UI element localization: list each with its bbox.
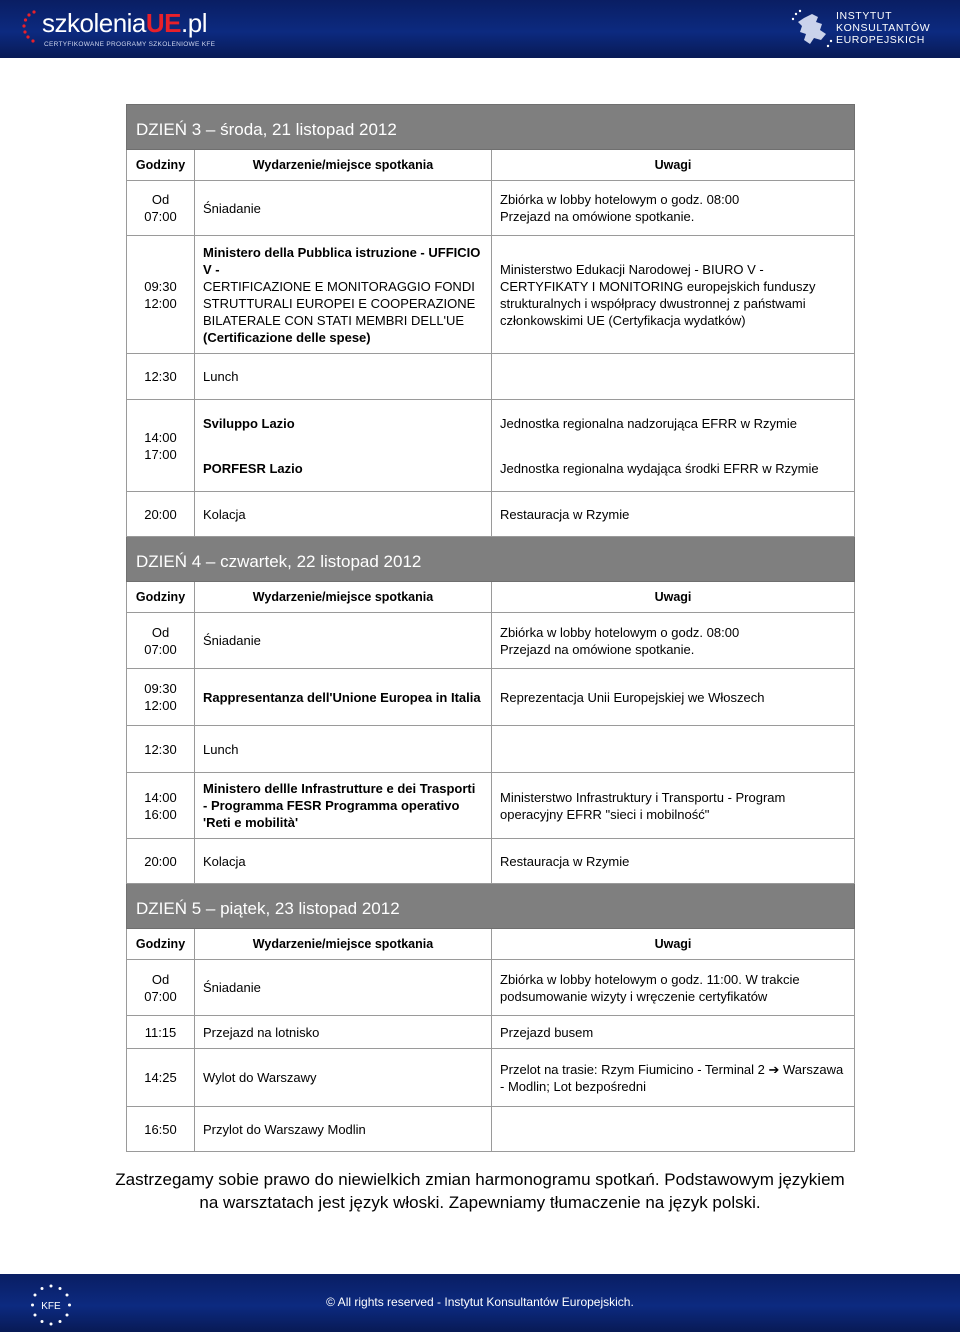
time-cell: 09:30 12:00 [127, 236, 195, 354]
schedule-row [127, 400, 855, 492]
day-header-row [127, 884, 855, 929]
note-cell [492, 726, 855, 773]
time-cell: 16:50 [127, 1107, 195, 1152]
brand-tagline: CERTYFIKOWANE PROGRAMY SZKOLENIOWE KFE [44, 41, 216, 48]
event-cell: Ministero dellle Infrastrutture e dei Trasporti - Programma FESR Programma operativo 'Reti e mobilità' [195, 773, 492, 839]
schedule-row [127, 839, 855, 884]
column-header-row [127, 929, 855, 960]
note-cell: Ministerstwo Edukacji Narodowej - BIURO V - CERTYFIKATY I MONITORING europejskich funduszy strukturalnych i współpracy dwustronnej z państwami członkowskimi UE (Certyfikacja wydatków) [492, 236, 855, 354]
europe-map-icon [790, 8, 834, 52]
schedule-row [127, 960, 855, 1016]
schedule-row [127, 726, 855, 773]
note-cell: Zbiórka w lobby hotelowym o godz. 08:00 Przejazd na omówione spotkanie. [492, 181, 855, 236]
day5-title: DZIEŃ 5 – piątek, 23 listopad 2012 [136, 898, 400, 918]
col-notes: Uwagi [492, 929, 855, 960]
day3-title: DZIEŃ 3 – środa, 21 listopad 2012 [136, 119, 397, 139]
note-cell: Przelot na trasie: Rzym Fiumicino - Terminal 2 ➔ Warszawa - Modlin; Lot bezpośredni [492, 1049, 855, 1107]
column-header-row [127, 150, 855, 181]
event-cell: Przylot do Warszawy Modlin [195, 1107, 492, 1152]
event-cell: Wylot do Warszawy [195, 1049, 492, 1107]
event-cell: Kolacja [195, 492, 492, 537]
col-hours: Godziny [127, 929, 195, 960]
note-cell: Restauracja w Rzymie [492, 839, 855, 884]
brand-name: szkoleniaUE.pl [42, 8, 207, 38]
note-cell [492, 354, 855, 400]
col-event: Wydarzenie/miejsce spotkania [195, 582, 492, 613]
note-cell: Restauracja w Rzymie [492, 492, 855, 537]
schedule-row [127, 669, 855, 726]
day4-title: DZIEŃ 4 – czwartek, 22 listopad 2012 [136, 551, 422, 571]
col-event: Wydarzenie/miejsce spotkania [195, 150, 492, 181]
col-notes: Uwagi [492, 150, 855, 181]
page-header [0, 0, 960, 58]
note-cell: Zbiórka w lobby hotelowym o godz. 08:00 Przejazd na omówione spotkanie. [492, 613, 855, 669]
event-cell: Lunch [195, 726, 492, 773]
time-cell: 14:00 17:00 [127, 400, 195, 492]
event-cell: Śniadanie [195, 181, 492, 236]
schedule-row [127, 492, 855, 537]
schedule-row [127, 236, 855, 354]
svg-text:KFE: KFE [41, 1301, 61, 1312]
note-cell: Ministerstwo Infrastruktury i Transportu - Program operacyjny EFRR "sieci i mobilność" [492, 773, 855, 839]
col-notes: Uwagi [492, 582, 855, 613]
event-cell: Sviluppo Lazio PORFESR Lazio [195, 400, 492, 492]
schedule-table [126, 104, 855, 1152]
col-hours: Godziny [127, 582, 195, 613]
event-cell: Przejazd na lotnisko [195, 1016, 492, 1049]
schedule-row [127, 613, 855, 669]
time-cell: 11:15 [127, 1016, 195, 1049]
schedule-row [127, 181, 855, 236]
szkoleniaue-logo[interactable] [22, 6, 216, 54]
time-cell: 20:00 [127, 839, 195, 884]
event-cell: Kolacja [195, 839, 492, 884]
event-cell: Ministero della Pubblica istruzione - UFFICIO V - CERTIFICAZIONE E MONITORAGGIO FONDI STRUTTURALI EUROPEI E COOPERAZIONE BILATERALE CON STATI MEMBRI DELL'UE (Certificazione delle spese) [195, 236, 492, 354]
event-cell: Rappresentanza dell'Unione Europea in Italia [195, 669, 492, 726]
schedule-row [127, 773, 855, 839]
time-cell: 12:30 [127, 354, 195, 400]
note-cell: Przejazd busem [492, 1016, 855, 1049]
time-cell: 20:00 [127, 492, 195, 537]
event-cell: Lunch [195, 354, 492, 400]
schedule-row [127, 1049, 855, 1107]
page-footer [0, 1274, 960, 1332]
day-header-row [127, 105, 855, 150]
institute-name: INSTYTUT KONSULTANTÓW EUROPEJSKICH [836, 10, 931, 46]
copyright-text: © All rights reserved - Instytut Konsultantów Europejskich. [326, 1295, 634, 1309]
column-header-row [127, 582, 855, 613]
col-hours: Godziny [127, 150, 195, 181]
schedule-row [127, 1107, 855, 1152]
note-cell: Reprezentacja Unii Europejskiej we Włoszech [492, 669, 855, 726]
note-cell: Zbiórka w lobby hotelowym o godz. 11:00. W trakcie podsumowanie wizyty i wręczenie certyfikatów [492, 960, 855, 1016]
day-header-row [127, 537, 855, 582]
event-cell: Śniadanie [195, 960, 492, 1016]
time-cell: 14:25 [127, 1049, 195, 1107]
note-cell: Jednostka regionalna nadzorująca EFRR w Rzymie Jednostka regionalna wydająca środki EFRR w Rzymie [492, 400, 855, 492]
time-cell: Od 07:00 [127, 613, 195, 669]
note-cell [492, 1107, 855, 1152]
event-cell: Śniadanie [195, 613, 492, 669]
time-cell: Od 07:00 [127, 960, 195, 1016]
schedule-row [127, 1016, 855, 1049]
schedule-disclaimer: Zastrzegamy sobie prawo do niewielkich zmian harmonogramu spotkań. Podstawowym językiem na warsztatach jest język włoski. Zapewniamy tłumaczenie na język polski. [115, 1170, 845, 1212]
time-cell: 09:30 12:00 [127, 669, 195, 726]
col-event: Wydarzenie/miejsce spotkania [195, 929, 492, 960]
ike-logo[interactable] [788, 6, 958, 54]
time-cell: Od 07:00 [127, 181, 195, 236]
time-cell: 12:30 [127, 726, 195, 773]
schedule-row [127, 354, 855, 400]
time-cell: 14:00 16:00 [127, 773, 195, 839]
